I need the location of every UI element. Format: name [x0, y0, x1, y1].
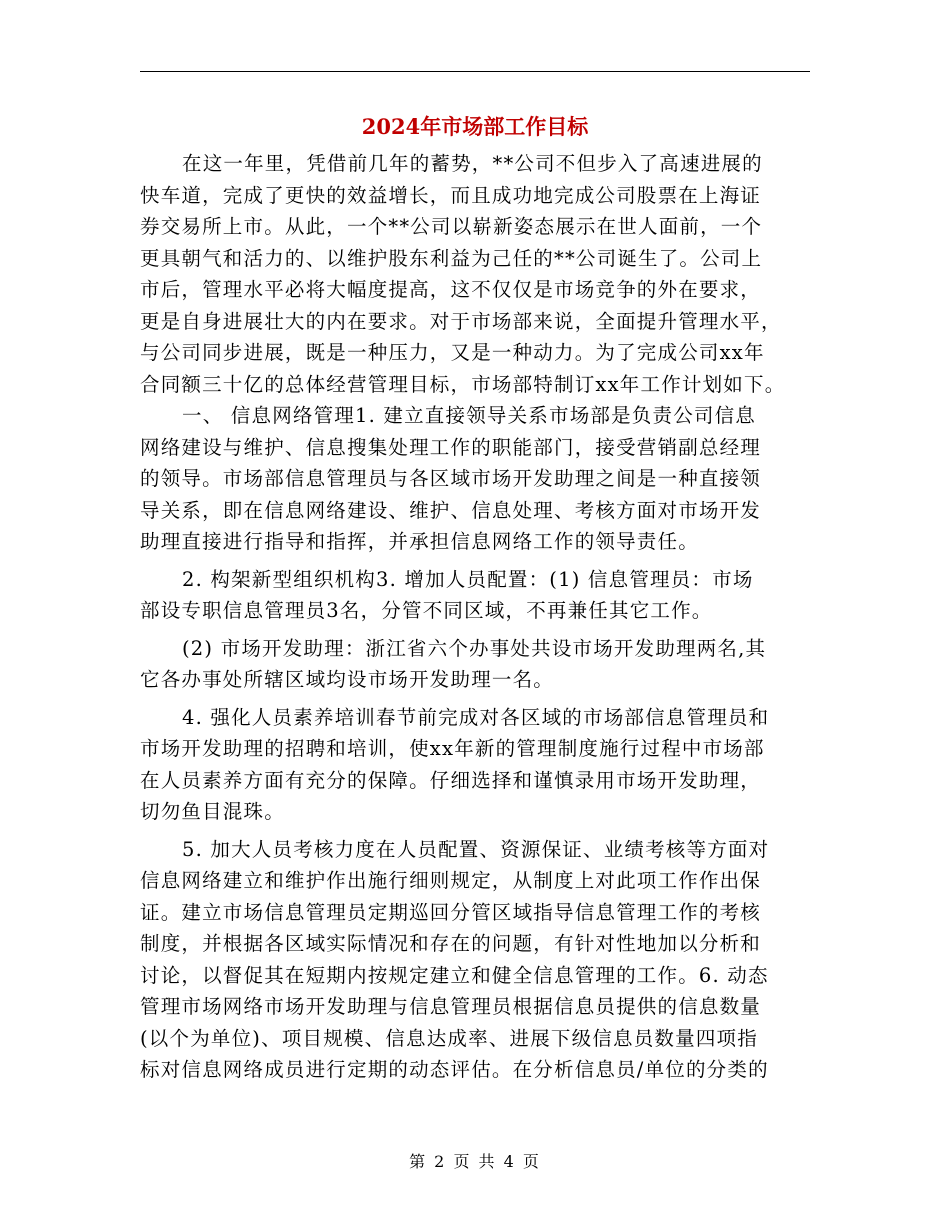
text-line: 在这一年里，凭借前几年的蓄势，**公司不但步入了高速进展的	[182, 152, 763, 175]
text-line: 制度，并根据各区域实际情况和存在的问题，有针对性地加以分析和	[140, 932, 762, 955]
text-line: 5. 加大人员考核力度在人员配置、资源保证、业绩考核等方面对	[182, 837, 770, 861]
text-line: 证。建立市场信息管理员定期巡回分管区域指导信息管理工作的考核	[140, 900, 762, 924]
text-line: (以个为单位)、项目规模、信息达成率、进展下级信息员数量四项指	[140, 1026, 758, 1050]
text-line: 信息网络建立和维护作出施行细则规定，从制度上对此项工作作出保	[140, 869, 762, 892]
text-line: 助理直接进行指导和指挥，并承担信息网络工作的领导责任。	[140, 530, 699, 553]
text-line: 市后，管理水平必将大幅度提高，这不仅仅是市场竞争的外在要求，	[140, 278, 762, 301]
document-title: 2024年市场部工作目标	[361, 114, 589, 139]
text-line: 管理市场网络市场开发助理与信息管理员根据信息员提供的信息数量	[140, 995, 762, 1018]
page-number-footer: 第 2 页 共 4 页	[409, 1152, 541, 1171]
paragraph-assessment	[140, 834, 812, 1086]
text-line: 在人员素养方面有充分的保障。仔细选择和谨慎录用市场开发助理，	[140, 768, 762, 792]
paragraph-info-network	[140, 400, 812, 558]
text-line: 2. 构架新型组织机构3. 增加人员配置：(1) 信息管理员：市场	[182, 567, 754, 591]
text-line: 更具朝气和活力的、以维护股东利益为己任的**公司诞生了。公司上	[140, 246, 763, 270]
text-line: 市场开发助理的招聘和培训，使xx年新的管理制度施行过程中市场部	[140, 737, 765, 760]
text-line: 导关系，即在信息网络建设、维护、信息处理、考核方面对市场开发	[140, 498, 762, 522]
text-line: 讨论，以督促其在短期内按规定建立和健全信息管理的工作。6. 动态	[140, 963, 769, 987]
text-line: (2) 市场开发助理：浙江省六个办事处共设市场开发助理两名,其	[182, 636, 767, 660]
paragraph-assistants	[140, 633, 812, 696]
document-body	[140, 148, 812, 1086]
paragraph-training	[140, 702, 812, 828]
text-line: 4. 强化人员素养培训春节前完成对各区域的市场部信息管理员和	[182, 705, 770, 729]
text-line: 部设专职信息管理员3名，分管不同区域，不再兼任其它工作。	[140, 599, 713, 622]
text-line: 与公司同步进展，既是一种压力，又是一种动力。为了完成公司xx年	[140, 341, 765, 364]
text-line: 一、 信息网络管理1. 建立直接领导关系市场部是负责公司信息	[182, 404, 757, 427]
text-line: 更是自身进展壮大的内在要求。对于市场部来说，全面提升管理水平，	[140, 309, 782, 333]
text-line: 它各办事处所辖区域均设市场开发助理一名。	[140, 668, 555, 691]
text-line: 标对信息网络成员进行定期的动态评估。在分析信息员/单位的分类的	[140, 1058, 769, 1081]
text-line: 的领导。市场部信息管理员与各区域市场开发助理之间是一种直接领	[140, 467, 762, 490]
text-line: 快车道，完成了更快的效益增长，而且成功地完成公司股票在上海证	[140, 183, 762, 207]
text-line: 网络建设与维护、信息搜集处理工作的职能部门，接受营销副总经理	[140, 435, 762, 459]
text-line: 合同额三十亿的总体经营管理目标，市场部特制订xx年工作计划如下。	[140, 372, 786, 396]
text-line: 切勿鱼目混珠。	[140, 800, 285, 823]
header-rule	[140, 71, 810, 72]
paragraph-organization	[140, 564, 812, 627]
text-line: 券交易所上市。从此，一个**公司以崭新姿态展示在世人面前，一个	[140, 215, 763, 238]
paragraph-intro	[140, 148, 812, 400]
